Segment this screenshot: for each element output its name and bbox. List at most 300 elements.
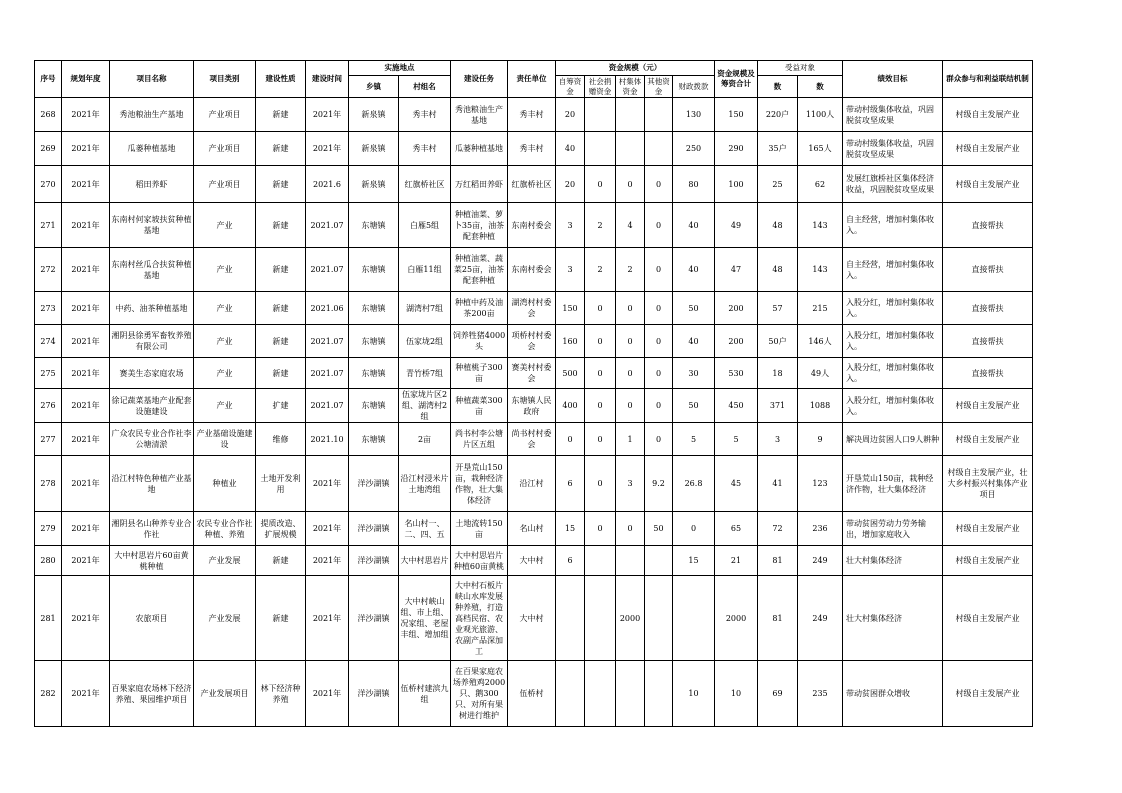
cell-mechanism: 村级自主发展产业 — [943, 389, 1033, 423]
cell-collective: 0 — [616, 512, 645, 546]
cell-households: 69 — [758, 661, 798, 727]
table-row — [35, 512, 1033, 546]
cell-name: 湘阴县名山种养专业合作社 — [110, 512, 194, 546]
cell-category: 产业项目 — [194, 98, 256, 132]
table-row — [35, 248, 1033, 292]
cell-other: 0 — [645, 423, 673, 456]
cell-self: 3 — [556, 248, 585, 292]
cell-town: 东塘镇 — [349, 358, 399, 389]
cell-nature: 新建 — [256, 358, 306, 389]
header-time: 建设时间 — [306, 61, 349, 98]
cell-year: 2021年 — [62, 358, 110, 389]
cell-town: 东塘镇 — [349, 423, 399, 456]
cell-households: 41 — [758, 456, 798, 512]
cell-finance: 40 — [673, 248, 715, 292]
cell-people: 235 — [798, 661, 843, 727]
cell-town: 洋沙湖镇 — [349, 661, 399, 727]
table-row — [35, 203, 1033, 248]
cell-households: 50户 — [758, 325, 798, 358]
cell-task: 瓜蒌种植基地 — [451, 132, 508, 166]
cell-town: 洋沙湖镇 — [349, 576, 399, 661]
cell-total: 47 — [715, 248, 758, 292]
cell-unit: 湖湾村村委会 — [508, 292, 556, 325]
cell-social: 0 — [585, 292, 616, 325]
header-people: 数 — [798, 76, 843, 98]
cell-nature: 新建 — [256, 248, 306, 292]
cell-nature: 提质改造、扩展规模 — [256, 512, 306, 546]
cell-finance: 80 — [673, 166, 715, 203]
cell-category: 产业 — [194, 389, 256, 423]
cell-mechanism: 村级自主发展产业 — [943, 166, 1033, 203]
cell-other: 50 — [645, 512, 673, 546]
cell-collective: 2 — [616, 248, 645, 292]
cell-category: 产业 — [194, 325, 256, 358]
cell-goal: 发展红旗桥社区集体经济收益，巩固脱贫攻坚成果 — [843, 166, 943, 203]
cell-year: 2021年 — [62, 389, 110, 423]
cell-nature: 新建 — [256, 166, 306, 203]
cell-people: 123 — [798, 456, 843, 512]
cell-households: 3 — [758, 423, 798, 456]
cell-town: 新泉镇 — [349, 98, 399, 132]
cell-goal: 入股分红，增加村集体收入。 — [843, 325, 943, 358]
cell-nature: 林下经济种养殖 — [256, 661, 306, 727]
cell-finance: 130 — [673, 98, 715, 132]
cell-unit: 沿江村 — [508, 456, 556, 512]
cell-other: 0 — [645, 389, 673, 423]
cell-self: 20 — [556, 166, 585, 203]
cell-self: 3 — [556, 203, 585, 248]
cell-seq: 269 — [35, 132, 62, 166]
cell-task: 土地流转150亩 — [451, 512, 508, 546]
cell-seq: 276 — [35, 389, 62, 423]
cell-town: 洋沙湖镇 — [349, 512, 399, 546]
cell-households: 81 — [758, 546, 798, 576]
cell-collective: 3 — [616, 456, 645, 512]
cell-unit: 大中村 — [508, 546, 556, 576]
cell-finance: 50 — [673, 389, 715, 423]
header-category: 项目类别 — [194, 61, 256, 98]
cell-village: 大中村思岩片 — [399, 546, 451, 576]
header-location: 实施地点 — [349, 61, 451, 76]
cell-finance — [673, 576, 715, 661]
cell-mechanism: 直接帮扶 — [943, 358, 1033, 389]
cell-households: 81 — [758, 576, 798, 661]
cell-other: 0 — [645, 358, 673, 389]
cell-other — [645, 546, 673, 576]
cell-village: 伍家垅片区2组、湖湾村2组 — [399, 389, 451, 423]
cell-nature: 新建 — [256, 546, 306, 576]
cell-social: 0 — [585, 358, 616, 389]
cell-social: 0 — [585, 166, 616, 203]
table-row — [35, 98, 1033, 132]
cell-category: 产业基础设施建设 — [194, 423, 256, 456]
cell-finance: 40 — [673, 203, 715, 248]
cell-name: 百果家庭农场林下经济养殖、果园维护项目 — [110, 661, 194, 727]
cell-category: 产业发展 — [194, 546, 256, 576]
cell-village: 青竹桥7组 — [399, 358, 451, 389]
cell-year: 2021年 — [62, 661, 110, 727]
cell-seq: 272 — [35, 248, 62, 292]
cell-goal: 带动贫困劳动力劳务输出，增加家庭收入 — [843, 512, 943, 546]
cell-goal: 壮大村集体经济 — [843, 576, 943, 661]
cell-self: 500 — [556, 358, 585, 389]
cell-task: 开垦荒山150亩，栽种经济作物，壮大集体经济 — [451, 456, 508, 512]
cell-mechanism: 村级自主发展产业，壮大乡村振兴村集体产业项目 — [943, 456, 1033, 512]
cell-other: 0 — [645, 203, 673, 248]
cell-year: 2021年 — [62, 546, 110, 576]
cell-collective — [616, 132, 645, 166]
header-village: 村组名 — [399, 76, 451, 98]
cell-unit: 秀丰村 — [508, 132, 556, 166]
cell-year: 2021年 — [62, 98, 110, 132]
table-row — [35, 166, 1033, 203]
cell-task: 在百果家庭农场养殖鸡2000只、鹅300只、对所有果树进行维护 — [451, 661, 508, 727]
cell-unit: 名山村 — [508, 512, 556, 546]
cell-goal: 入股分红，增加村集体收入。 — [843, 389, 943, 423]
cell-people: 146人 — [798, 325, 843, 358]
cell-total: 200 — [715, 292, 758, 325]
cell-seq: 278 — [35, 456, 62, 512]
table-row — [35, 389, 1033, 423]
cell-people: 62 — [798, 166, 843, 203]
cell-time: 2021.07 — [306, 203, 349, 248]
cell-social: 2 — [585, 248, 616, 292]
cell-village: 湖湾村7组 — [399, 292, 451, 325]
header-beneficiary: 受益对象 — [758, 61, 843, 76]
cell-collective — [616, 98, 645, 132]
cell-seq: 281 — [35, 576, 62, 661]
cell-households: 18 — [758, 358, 798, 389]
cell-people: 215 — [798, 292, 843, 325]
cell-village: 白雁5组 — [399, 203, 451, 248]
cell-mechanism: 村级自主发展产业 — [943, 423, 1033, 456]
cell-social: 0 — [585, 512, 616, 546]
cell-mechanism: 直接帮扶 — [943, 325, 1033, 358]
cell-finance: 50 — [673, 292, 715, 325]
cell-category: 产业 — [194, 248, 256, 292]
cell-unit: 项桥村村委会 — [508, 325, 556, 358]
cell-name: 沿江村特色种植产业基地 — [110, 456, 194, 512]
cell-self: 20 — [556, 98, 585, 132]
cell-town: 东塘镇 — [349, 325, 399, 358]
cell-goal: 带动村级集体收益，巩固脱贫攻坚成果 — [843, 132, 943, 166]
cell-social: 0 — [585, 389, 616, 423]
header-other: 其他资金 — [645, 76, 673, 98]
cell-year: 2021年 — [62, 325, 110, 358]
cell-total: 530 — [715, 358, 758, 389]
cell-households: 25 — [758, 166, 798, 203]
header-goal: 绩效目标 — [843, 61, 943, 98]
cell-goal: 解决周边贫困人口9人耕种 — [843, 423, 943, 456]
cell-task: 种植油菜、萝卜35亩，油茶配套种植 — [451, 203, 508, 248]
cell-people: 249 — [798, 576, 843, 661]
cell-households: 220户 — [758, 98, 798, 132]
cell-task: 万红稻田养虾 — [451, 166, 508, 203]
cell-collective — [616, 661, 645, 727]
cell-category: 种植业 — [194, 456, 256, 512]
cell-other — [645, 132, 673, 166]
cell-self: 150 — [556, 292, 585, 325]
cell-time: 2021.6 — [306, 166, 349, 203]
cell-unit: 东南村委会 — [508, 248, 556, 292]
header-name: 项目名称 — [110, 61, 194, 98]
cell-social — [585, 576, 616, 661]
cell-year: 2021年 — [62, 292, 110, 325]
cell-seq: 277 — [35, 423, 62, 456]
cell-time: 2021.07 — [306, 325, 349, 358]
cell-task: 尚书村李公塘片区五组 — [451, 423, 508, 456]
cell-other — [645, 576, 673, 661]
cell-finance: 5 — [673, 423, 715, 456]
cell-social — [585, 98, 616, 132]
cell-social: 0 — [585, 325, 616, 358]
cell-other: 9.2 — [645, 456, 673, 512]
cell-name: 秀池粮油生产基地 — [110, 98, 194, 132]
cell-total: 100 — [715, 166, 758, 203]
cell-other: 0 — [645, 248, 673, 292]
cell-town: 洋沙湖镇 — [349, 546, 399, 576]
cell-collective: 2000 — [616, 576, 645, 661]
cell-collective: 0 — [616, 292, 645, 325]
table-row — [35, 576, 1033, 661]
cell-seq: 280 — [35, 546, 62, 576]
cell-category: 产业 — [194, 203, 256, 248]
cell-name: 瓜蒌种植基地 — [110, 132, 194, 166]
cell-town: 东塘镇 — [349, 248, 399, 292]
cell-social — [585, 546, 616, 576]
cell-village: 大中村峡山组、市上组、况家组、老屋丰组、增加组 — [399, 576, 451, 661]
header-year: 规划年度 — [62, 61, 110, 98]
cell-nature: 新建 — [256, 203, 306, 248]
cell-unit: 大中村 — [508, 576, 556, 661]
cell-self: 6 — [556, 456, 585, 512]
cell-task: 饲养牲猪4000头 — [451, 325, 508, 358]
cell-category: 农民专业合作社种植、养殖 — [194, 512, 256, 546]
cell-nature: 维修 — [256, 423, 306, 456]
cell-other: 0 — [645, 166, 673, 203]
cell-time: 2021年 — [306, 512, 349, 546]
cell-task: 大中村思岩片种植60亩黄桃 — [451, 546, 508, 576]
cell-time: 2021年 — [306, 132, 349, 166]
cell-self: 160 — [556, 325, 585, 358]
cell-collective — [616, 546, 645, 576]
cell-seq: 268 — [35, 98, 62, 132]
cell-people: 249 — [798, 546, 843, 576]
cell-name: 湘阴县徐勇军畜牧养殖有限公司 — [110, 325, 194, 358]
header-total: 资金规模及筹资合计 — [715, 61, 758, 98]
cell-self — [556, 661, 585, 727]
cell-finance: 30 — [673, 358, 715, 389]
table-row — [35, 661, 1033, 727]
table-row — [35, 358, 1033, 389]
cell-goal: 自主经营，增加村集体收入。 — [843, 248, 943, 292]
cell-village: 红旗桥社区 — [399, 166, 451, 203]
cell-mechanism: 直接帮扶 — [943, 203, 1033, 248]
cell-finance: 0 — [673, 512, 715, 546]
cell-total: 65 — [715, 512, 758, 546]
cell-time: 2021年 — [306, 456, 349, 512]
cell-households: 48 — [758, 203, 798, 248]
table-row — [35, 423, 1033, 456]
header-collective: 村集体资金 — [616, 76, 645, 98]
cell-mechanism: 村级自主发展产业 — [943, 512, 1033, 546]
cell-people: 143 — [798, 248, 843, 292]
cell-goal: 入股分红，增加村集体收入。 — [843, 358, 943, 389]
cell-collective: 0 — [616, 389, 645, 423]
cell-village: 秀丰村 — [399, 98, 451, 132]
cell-year: 2021年 — [62, 132, 110, 166]
cell-people: 236 — [798, 512, 843, 546]
cell-collective: 0 — [616, 166, 645, 203]
cell-finance: 250 — [673, 132, 715, 166]
cell-households: 48 — [758, 248, 798, 292]
header-finance: 财政拨款 — [673, 76, 715, 98]
cell-goal: 壮大村集体经济 — [843, 546, 943, 576]
cell-time: 2021.07 — [306, 248, 349, 292]
cell-self: 400 — [556, 389, 585, 423]
cell-total: 290 — [715, 132, 758, 166]
cell-self: 0 — [556, 423, 585, 456]
cell-mechanism: 直接帮扶 — [943, 292, 1033, 325]
cell-category: 产业发展 — [194, 576, 256, 661]
cell-goal: 开垦荒山150亩，栽种经济作物，壮大集体经济 — [843, 456, 943, 512]
cell-other — [645, 98, 673, 132]
cell-people: 1088 — [798, 389, 843, 423]
cell-collective: 0 — [616, 325, 645, 358]
cell-time: 2021年 — [306, 98, 349, 132]
cell-year: 2021年 — [62, 456, 110, 512]
cell-unit: 东南村委会 — [508, 203, 556, 248]
cell-finance: 10 — [673, 661, 715, 727]
cell-name: 大中村思岩片60亩黄桃种植 — [110, 546, 194, 576]
cell-self: 40 — [556, 132, 585, 166]
cell-category: 产业发展项目 — [194, 661, 256, 727]
cell-nature: 新建 — [256, 292, 306, 325]
cell-task: 大中村石板片峡山水库发展种养殖，打造高档民宿、农业观光旅游、农副产品深加工 — [451, 576, 508, 661]
cell-finance: 15 — [673, 546, 715, 576]
cell-task: 种植桃子300亩 — [451, 358, 508, 389]
cell-name: 赛美生态家庭农场 — [110, 358, 194, 389]
header-social: 社会捐赠资金 — [585, 76, 616, 98]
cell-category: 产业 — [194, 358, 256, 389]
header-seq: 序号 — [35, 61, 62, 98]
cell-seq: 282 — [35, 661, 62, 727]
cell-finance: 26.8 — [673, 456, 715, 512]
cell-town: 东塘镇 — [349, 292, 399, 325]
cell-category: 产业项目 — [194, 132, 256, 166]
cell-town: 东塘镇 — [349, 203, 399, 248]
cell-nature: 土地开发利用 — [256, 456, 306, 512]
cell-name: 稻田养虾 — [110, 166, 194, 203]
header-unit: 责任单位 — [508, 61, 556, 98]
table-row — [35, 132, 1033, 166]
cell-collective: 4 — [616, 203, 645, 248]
cell-task: 种植蔬菜300亩 — [451, 389, 508, 423]
cell-time: 2021.06 — [306, 292, 349, 325]
cell-collective: 1 — [616, 423, 645, 456]
cell-people: 1100人 — [798, 98, 843, 132]
cell-mechanism: 村级自主发展产业 — [943, 576, 1033, 661]
cell-self — [556, 576, 585, 661]
cell-mechanism: 村级自主发展产业 — [943, 132, 1033, 166]
cell-village: 伍家垅2组 — [399, 325, 451, 358]
cell-town: 东塘镇 — [349, 389, 399, 423]
cell-task: 秀池粮油生产基地 — [451, 98, 508, 132]
cell-unit: 红旗桥社区 — [508, 166, 556, 203]
cell-year: 2021年 — [62, 423, 110, 456]
cell-seq: 271 — [35, 203, 62, 248]
cell-goal: 带动贫困群众增收 — [843, 661, 943, 727]
cell-other: 0 — [645, 292, 673, 325]
cell-name: 东南村丝瓜合扶贫种植基地 — [110, 248, 194, 292]
cell-total: 5 — [715, 423, 758, 456]
cell-total: 2000 — [715, 576, 758, 661]
cell-people: 143 — [798, 203, 843, 248]
cell-total: 200 — [715, 325, 758, 358]
cell-people: 49人 — [798, 358, 843, 389]
cell-social: 0 — [585, 423, 616, 456]
cell-village: 秀丰村 — [399, 132, 451, 166]
header-self: 自筹资金 — [556, 76, 585, 98]
cell-total: 21 — [715, 546, 758, 576]
cell-name: 农旅项目 — [110, 576, 194, 661]
cell-year: 2021年 — [62, 203, 110, 248]
cell-mechanism: 村级自主发展产业 — [943, 98, 1033, 132]
cell-nature: 新建 — [256, 132, 306, 166]
cell-unit: 赛美村村委会 — [508, 358, 556, 389]
cell-other: 0 — [645, 325, 673, 358]
cell-seq: 270 — [35, 166, 62, 203]
cell-nature: 扩建 — [256, 389, 306, 423]
header-mechanism: 群众参与和利益联结机制 — [943, 61, 1033, 98]
cell-time: 2021年 — [306, 546, 349, 576]
cell-social: 0 — [585, 456, 616, 512]
cell-other — [645, 661, 673, 727]
cell-time: 2021年 — [306, 576, 349, 661]
cell-unit: 伍桥村 — [508, 661, 556, 727]
cell-village: 沿江村浸米片土地湾组 — [399, 456, 451, 512]
cell-seq: 274 — [35, 325, 62, 358]
cell-people: 165人 — [798, 132, 843, 166]
header-town: 乡镇 — [349, 76, 399, 98]
cell-households: 371 — [758, 389, 798, 423]
cell-total: 10 — [715, 661, 758, 727]
table-row — [35, 325, 1033, 358]
cell-mechanism: 村级自主发展产业 — [943, 661, 1033, 727]
cell-households: 35户 — [758, 132, 798, 166]
cell-nature: 新建 — [256, 325, 306, 358]
cell-goal: 入股分红，增加村集体收入。 — [843, 292, 943, 325]
cell-finance: 40 — [673, 325, 715, 358]
cell-town: 新泉镇 — [349, 132, 399, 166]
cell-mechanism: 直接帮扶 — [943, 248, 1033, 292]
cell-year: 2021年 — [62, 512, 110, 546]
cell-collective: 0 — [616, 358, 645, 389]
cell-village: 伍桥村建滨九组 — [399, 661, 451, 727]
cell-year: 2021年 — [62, 576, 110, 661]
cell-mechanism: 村级自主发展产业 — [943, 546, 1033, 576]
header-task: 建设任务 — [451, 61, 508, 98]
cell-town: 新泉镇 — [349, 166, 399, 203]
cell-total: 45 — [715, 456, 758, 512]
cell-task: 种植油菜、蔬菜25亩，油茶配套种植 — [451, 248, 508, 292]
cell-name: 中药、油茶种植基地 — [110, 292, 194, 325]
cell-name: 徐记蔬菜基地产业配套设施建设 — [110, 389, 194, 423]
cell-social — [585, 661, 616, 727]
cell-time: 2021.10 — [306, 423, 349, 456]
cell-nature: 新建 — [256, 576, 306, 661]
cell-category: 产业项目 — [194, 166, 256, 203]
